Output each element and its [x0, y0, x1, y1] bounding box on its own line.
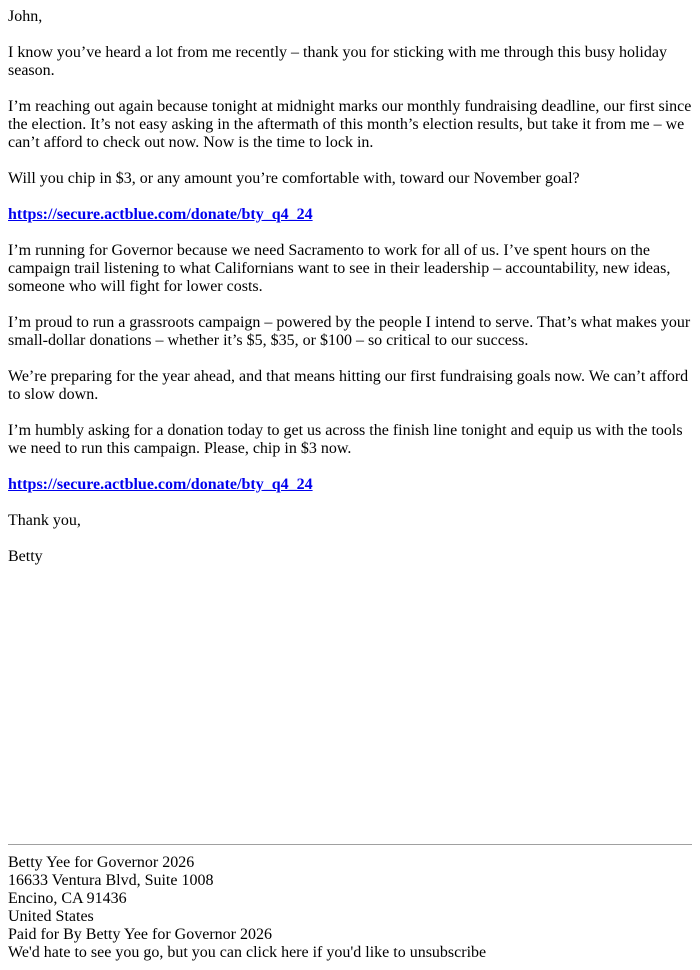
donate-link-1[interactable]: https://secure.actblue.com/donate/bty_q4_24	[8, 206, 313, 223]
footer-country: United States	[8, 908, 94, 925]
paragraph-deadline: I’m reaching out again because tonight at midnight marks our monthly fundraising deadline, our first since the election. It’s not easy asking in the aftermath of this month’s election results, but take it from me – we can’t afford to check out now. Now is the time to lock in.	[8, 98, 692, 151]
footer-address-line-1: 16633 Ventura Blvd, Suite 1008	[8, 872, 214, 889]
email-footer	[8, 844, 692, 962]
donate-link-2[interactable]: https://secure.actblue.com/donate/bty_q4_24	[8, 476, 313, 493]
unsubscribe-link[interactable]: We'd hate to see you go, but you can click here if you'd like to unsubscribe	[8, 944, 487, 961]
paragraph-grassroots: I’m proud to run a grassroots campaign – powered by the people I intend to serve. That’s what makes your small-dollar donations – whether it’s $5, $35, or $100 – so critical to our success.	[8, 314, 691, 349]
paragraph-humble-ask: I’m humbly asking for a donation today to get us across the finish line tonight and equip us with the tools we need to run this campaign. Please, chip in $3 now.	[8, 422, 683, 457]
greeting: John,	[8, 8, 43, 25]
footer-address-line-2: Encino, CA 91436	[8, 890, 127, 907]
closing: Thank you,	[8, 512, 81, 529]
email-body	[8, 8, 698, 584]
footer-unsubscribe	[8, 944, 692, 962]
footer-org-name: Betty Yee for Governor 2026	[8, 854, 195, 871]
paragraph-year-ahead: We’re preparing for the year ahead, and that means hitting our first fundraising goals now. We can’t afford to slow down.	[8, 368, 689, 403]
footer-paid-for: Paid for By Betty Yee for Governor 2026	[8, 926, 272, 943]
footer-divider	[8, 844, 692, 845]
signature: Betty	[8, 548, 43, 565]
donate-link-container-2	[8, 476, 698, 494]
paragraph-why-running: I’m running for Governor because we need Sacramento to work for all of us. I’ve spent hours on the campaign trail listening to what Californians want to see in their leadership – accountability, new ideas, someone who will fight for lower costs.	[8, 242, 671, 295]
paragraph-thanks: I know you’ve heard a lot from me recently – thank you for sticking with me through this busy holiday season.	[8, 44, 667, 79]
donate-link-container-1	[8, 206, 698, 224]
paragraph-ask: Will you chip in $3, or any amount you’re comfortable with, toward our November goal?	[8, 170, 580, 187]
